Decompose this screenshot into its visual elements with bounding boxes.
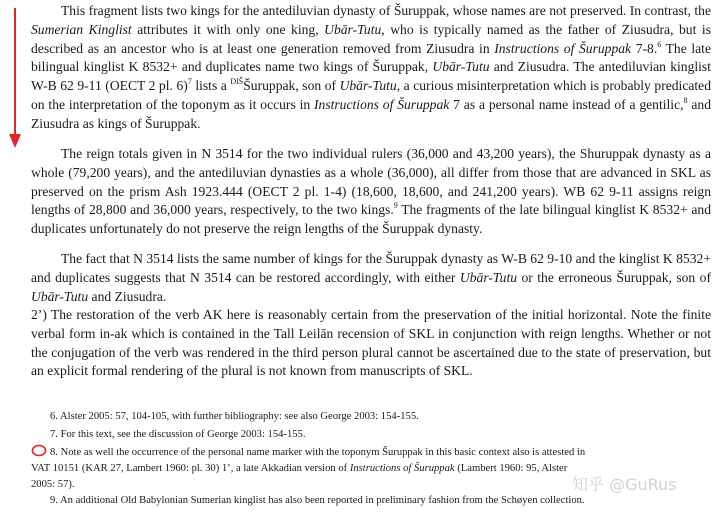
footnote-ref-8[interactable]: 8 xyxy=(683,95,688,105)
footnote-9: 9. An additional Old Babylonian Sumerian kinglist has also been reported in preliminary fashion from the Schøyen collection. xyxy=(50,495,585,506)
footnote-ref-7[interactable]: 7 xyxy=(187,77,192,87)
footnote-ref-9[interactable]: 9 xyxy=(393,201,398,211)
footnote-8-end: 2005: 57). xyxy=(31,479,75,490)
footnote-ref-6[interactable]: 6 xyxy=(657,39,662,49)
paragraph-restoration-n3514: The fact that N 3514 lists the same number of kings for the Šuruppak dynasty as W-B 62 9-10 and the kinglist K 8532+ and duplicates suggests that N 3514 can be restored accordingly, with either Ubār-Tutu or the erroneous Šuruppak, son of Ubār-Tutu and Ziusudra. xyxy=(31,251,712,304)
zhihu-watermark: 知乎 @GuRus xyxy=(572,475,677,494)
red-arrow-annotation xyxy=(8,6,22,150)
footnote-6: 6. Alster 2005: 57, 104-105, with further bibliography: see also George 2003: 154-155. xyxy=(50,411,419,422)
footnote-7: 7. For this text, see the discussion of George 2003: 154-155. xyxy=(50,429,306,440)
footnote-8: 8. Note as well the occurrence of the personal name marker with the toponym Šuruppak in this basic context also is attested in xyxy=(50,447,586,458)
footnote-8-continued: VAT 10151 (KAR 27, Lambert 1960: pl. 30) 1’, a late Akkadian version of Instructions of Šuruppak (Lambert 1960: 95, Alster xyxy=(31,463,568,474)
paragraph-reign-totals: The reign totals given in N 3514 for the two individual rulers (36,000 and 43,200 years), the Shuruppak dynasty as a whole (79,200 years), and the antediluvian dynasties as a whole (36,000), all differ from those that are advanced in SKL as preserved on the prism Ash 1923.444 (OECT 2 pl. 1-4) (18,600, 18,600, and 241,200 years). WB 62 9-11 assigns reign lengths of 28,800 and 36,000 years, respectively, to the two kings.$^9$ The fragments of the late bilingual kinglist K 8532+ and duplicates unfortunately do not preserve the reign lengths of the Šuruppak dynasty. xyxy=(31,146,711,237)
paragraph-verb-ak: 2’) The restoration of the verb AK here is reasonably certain from the preservation of the initial horizontal. Note the finite verbal form in-ak which is contained in the Tall Leilān recension of SKL in conjunction with reign lengths. Whether or not the conjugation of the verb was rendered in the third person plural cannot be ascertained due to the state of preservation, but an explicit formal rendering of the plural is not known from manuscripts of SKL. xyxy=(31,307,711,379)
dis-determinative: DIŠ xyxy=(230,77,244,87)
paragraph-shuruppak-kings: This fragment lists two kings for the antediluvian dynasty of Šuruppak, whose names are not preserved. In contrast, the Sumerian Kinglist attributes it with only one king, Ubār-Tutu, who is typically named as the father of Ziusudra, but is described as an ancestor who is at least one generation removed from Ziusudra in Instructions of Šuruppak 7-8.$^6$ The late bilingual kinglist K 8532+ and duplicates name two kings of Šuruppak, Ubār-Tutu and Ziusudra. The antediluvian kinglist W-B 62 9-11 (OECT 2 pl. 6)$^7$ lists a $^{DIŠ}$Šuruppak, son of Ubār-Tutu, a curious misinterpretation which is probably predicated on the interpretation of the toponym as it occurs in Instructions of Šuruppak 7 as a personal name instead of a gentilic,$^8$ and Ziusudra as kings of Šuruppak. xyxy=(31,3,711,131)
red-circle-annotation xyxy=(31,444,47,457)
